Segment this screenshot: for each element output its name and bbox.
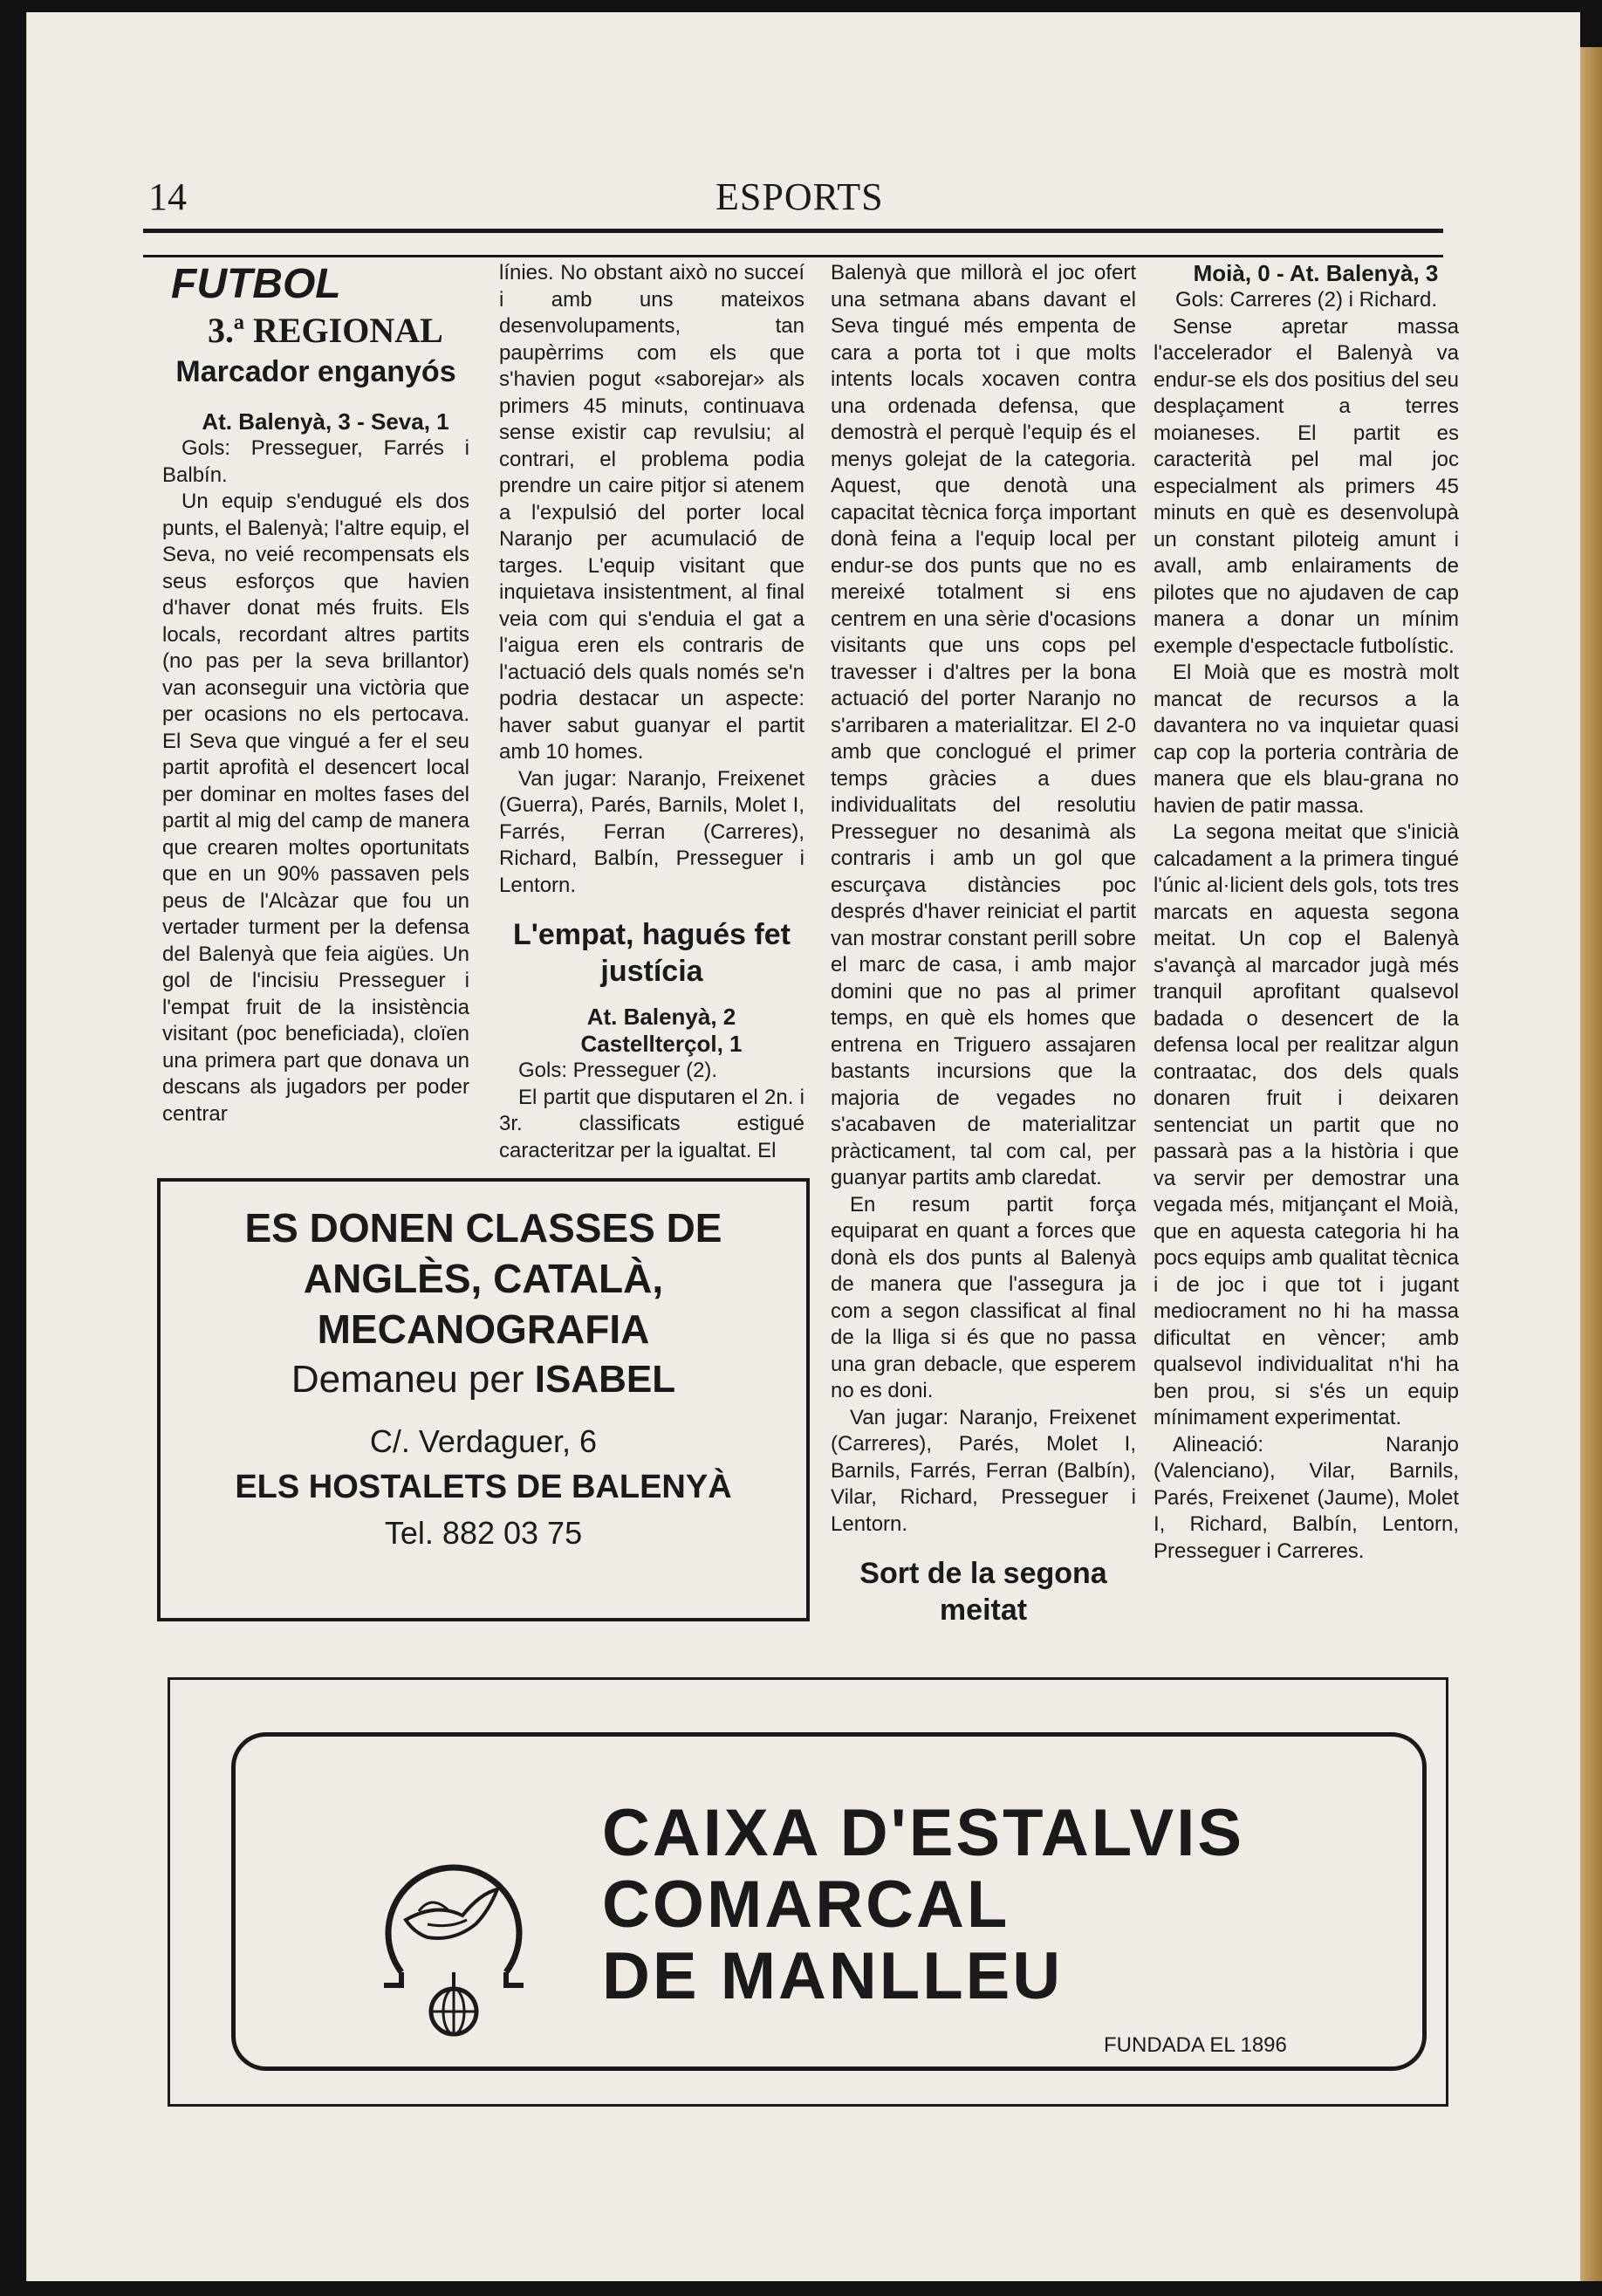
bank-ad-frame — [231, 1732, 1427, 2071]
body-paragraph: La segona meitat que s'inicià calcadament a la primera tingué l'únic al·licient dels gols, tots tres marcats en aquesta segona meitat. Un cop el Balenyà s'avançà al marcador jugà més tranquil aprofitant qualsevol badada o desencert de la defensa local per realitzar algun contraatac, dos dels quals donaren fruit i deixaren sentenciat un partit que no passarà pas a la història i que va servir per demostrar una vegada més, mitjançant el Moià, que en aquesta categoria hi ha pocs equips amb qualitat tècnica i de joc i que tot i jugant mediocrament no hi ha massa dificultat en vèncer; amb qualsevol individualitat n'hi ha ben prou, si s'és un equip mínimament experimentat. — [1154, 820, 1459, 1429]
classes-advertisement — [157, 1178, 810, 1621]
bank-name-line-2: COMARCAL — [602, 1868, 1010, 1942]
ad-address: C/. Verdaguer, 6 — [369, 1423, 598, 1459]
body-paragraph: Un equip s'endugué els dos punts, el Balenyà; l'altre equip, el Seva, no veié recompensats els seus esforços que havien d'haver donat més fruits. Els locals, recordant altres partits (no pas per la seva brillantor) van aconseguir una victòria que per ocasions no els pertocava. El Seva que vingué a fer el seu partit aprofità el desencert local per dominar en moltes fases del partit al mig del camp de manera que crearen moltes oportunitats que en un 90% passaven pels peus de l'Alcàzar que fou un vertader turment per la defensa del Balenyà que feia aigües. Un gol de l'incisiu Presseguer i l'empat fruit de la insistència visitant (poc beneficiada), cloïen una primera part que donava un descans als jugadors per poder centrar — [162, 490, 469, 1126]
ad-line-1: ES DONEN CLASSES DE — [244, 1205, 722, 1251]
article-column-2 — [499, 260, 804, 1164]
match1-title: At. Balenyà, 3 - Seva, 1 — [202, 408, 449, 435]
ad-contact — [161, 1354, 806, 1405]
page-number: 14 — [148, 175, 187, 218]
body-paragraph: El Moià que es mostrà molt mancat de recursos a la davantera no va inquietar quasi cap cop la porteria contrària de manera que els blau-grana no havien de patir massa. — [1154, 661, 1459, 818]
bank-name — [602, 1798, 1244, 2012]
match3-title: Moià, 0 - At. Balenyà, 3 — [1193, 260, 1439, 286]
bank-name-line-1: CAIXA D'ESTALVIS — [602, 1796, 1245, 1870]
match2-goals: Gols: Presseguer (2). — [518, 1059, 718, 1082]
article-column-3 — [831, 260, 1136, 1642]
body-paragraph: Balenyà que millorà el joc ofert una setmana abans davant el Seva tingué més empenta de cara a porta tot i que molts intents locals xocaven contra una ordenada defensa, que demostrà el perquè l'equip és el menys golejat de la categoria. Aquest, que denotà una capacitat tècnica força important donà feina a l'equip local per endur-se dos punts que no es mereixé totalment si ens centrem en una sèrie d'ocasions visitants que uns cops pel travesser i d'altres per la bona actuació del porter Naranjo no s'arribaren a materialitzar. El 2-0 amb que conclogué el primer temps gràcies a dues individualitats del resolutiu Presseguer no desanimà als contraris i amb un gol que escurçava distàncies poc després d'haver reiniciat el partit van mostrar constant perill sobre el marc de casa, i amb major domini que no pas al primer temps, en què els homes que entrena en Triguero assajaren bastants incursions que la majoria de vegades no s'acabaven de materialitzar pràcticament, tal com cal, per guanyar partits amb claredat. — [831, 261, 1136, 1189]
match1-goals: Gols: Presseguer, Farrés i Balbín. — [162, 436, 469, 487]
headline: Marcador enganyós — [175, 355, 456, 388]
bank-founded: FUNDADA EL 1896 — [1104, 2033, 1287, 2057]
ad-contact-prefix: Demaneu per — [291, 1358, 524, 1401]
kicker: FUTBOL — [171, 261, 341, 307]
body-paragraph: línies. No obstant això no succeí i amb uns mateixos desenvolupaments, tan paupèrrims com els que s'havien pogut «saborejar» als primers 45 minuts, continuava sense existir cap revulsiu; al contrari, el problema podia prendre un caire pitjor si atenem a l'expulsió del porter local Naranjo per acumulació de targes. L'equip visitant que inquietava insistentment, al final veia com qui s'enduia el gat a l'aigua eren els contraris de l'actuació dels quals només se'n podria destacar un aspecte: haver sabut guanyar el partit amb 10 homes. — [499, 261, 804, 764]
lineup-paragraph: Alineació: Naranjo (Valenciano), Vilar, Barnils, Parés, Freixenet (Jaume), Molet I, Richard, Balbín, Lentorn, Presseguer i Carreres. — [1154, 1432, 1459, 1563]
header-rule-lower — [143, 255, 1443, 257]
bank-name-line-3: DE MANLLEU — [602, 1939, 1064, 2013]
ad-town: ELS HOSTALETS DE BALENYÀ — [235, 1469, 732, 1505]
match2-title: At. Balenyà, 2 — [586, 1004, 736, 1030]
ad-phone: Tel. 882 03 75 — [384, 1515, 583, 1551]
lineup-paragraph: Van jugar: Naranjo, Freixenet (Carreres), Parés, Molet I, Barnils, Farrés, Ferran (Balbín), Vilar, Richard, Presseguer i Lentorn. — [831, 1405, 1136, 1536]
section-title: ESPORTS — [715, 175, 884, 218]
match2-title-line2: Castellterçol, 1 — [580, 1031, 743, 1057]
article-column-4 — [1154, 260, 1459, 1565]
article-column-1 — [162, 260, 469, 1127]
ad-line-3: MECANOGRAFIA — [317, 1306, 650, 1352]
body-paragraph: En resum partit força equiparat en quant a forces que donà els dos punts al Balenyà de manera que l'assegura ja com a segon classificat al final de la lliga si és que no passa una gran debacle, que esperem no es doni. — [831, 1192, 1136, 1402]
headline-3: Sort de la segona meitat — [859, 1557, 1107, 1627]
ad-line-2: ANGLÈS, CATALÀ, — [303, 1256, 664, 1301]
dove-globe-logo-icon — [366, 1841, 541, 2051]
lineup-paragraph: Van jugar: Naranjo, Freixenet (Guerra), Parés, Barnils, Molet I, Farrés, Ferran (Carreres), Richard, Balbín, Presseguer i Lentorn. — [499, 766, 804, 897]
header-rule — [143, 229, 1443, 233]
bank-advertisement — [168, 1677, 1448, 2107]
headline-2: L'empat, hagués fet justícia — [513, 918, 791, 988]
body-paragraph: Sense apretar massa l'accelerador el Balenyà va endur-se els dos positius del seu desplaçament a terres moianeses. El partit es caracterità pel mal joc especialment als primers 45 minuts en què es desenvolupà un constant piloteig amunt i avall, amb enlairaments de pilotes que no ajudaven de cap manera a donar un mínim exemple d'espectacle futbolístic. — [1154, 314, 1459, 658]
body-paragraph: El partit que disputaren el 2n. i 3r. classificats estigué caracteritzar per la igualtat. El — [499, 1085, 804, 1162]
ad-contact-name: ISABEL — [534, 1358, 676, 1401]
match3-goals: Gols: Carreres (2) i Richard. — [1174, 288, 1438, 312]
league-label: 3.ª REGIONAL — [208, 311, 443, 350]
